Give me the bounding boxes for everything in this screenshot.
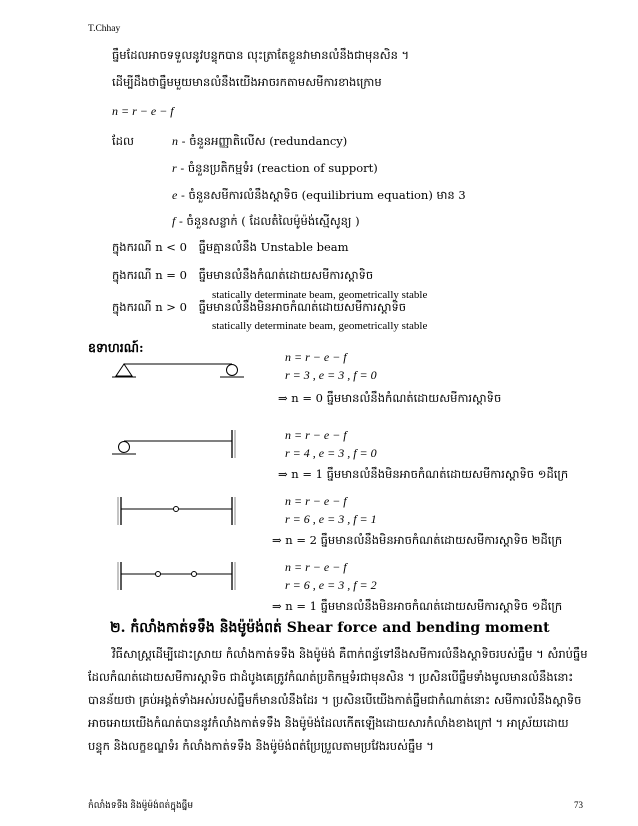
examples-heading: ឧទាហរណ៍: <box>88 340 144 355</box>
beam-diagram-3 <box>108 495 248 529</box>
case-zero-note: statically determinate beam, geometrically stable <box>212 289 428 301</box>
beam-diagram-2 <box>108 428 248 462</box>
case-condition: ក្នុងករណី n = 0 <box>112 268 187 282</box>
definition-symbol: e <box>172 188 178 202</box>
case-text: ធ្នឹមគ្មានលំនឹង Unstable beam <box>198 240 349 254</box>
formula-main: n = r − e − f <box>112 104 174 118</box>
case-positive-note: statically determinate beam, geometrically stable <box>212 320 428 332</box>
example-1-formula: n = r − e − f <box>285 350 347 364</box>
example-2-result: ⇒ n = 1 ធ្នឹមមានលំនឹងមិនអាចកំណត់ដោយសមីការស្តាទិច ១ដឺក្រេ <box>278 467 569 481</box>
case-condition: ក្នុងករណី n < 0 <box>112 240 187 254</box>
definition-f <box>172 214 360 231</box>
example-1-values: r = 3 , e = 3 , f = 0 <box>285 368 377 382</box>
definition-text: - ចំនួនប្រតិកម្មទំរ (reaction of support) <box>180 161 378 175</box>
case-text: ធ្នឹមមានលំនឹងកំណត់ដោយសមីការស្តាទិច <box>198 268 374 282</box>
definition-e <box>172 188 466 205</box>
definition-r <box>172 161 378 178</box>
definition-n <box>172 134 347 151</box>
footer-chapter-title: កំលាំងទទឹង និងម៉ូម៉ង់ពត់ក្នុងធ្នឹម <box>88 800 194 810</box>
definition-symbol: f <box>172 214 176 228</box>
definition-text: - ចំនួនសន្លាក់ ( ដែលតំលៃម៉ូម៉ង់ស្មើសូន្យ ) <box>179 214 360 228</box>
intro-line-2: ដើម្បីដឹងថាធ្នឹមមួយមានលំនឹងយើងអាចរកតាមសមីការខាងក្រោម <box>112 75 382 89</box>
example-2-values: r = 4 , e = 3 , f = 0 <box>285 446 377 460</box>
example-3-formula: n = r − e − f <box>285 494 347 508</box>
example-4-values: r = 6 , e = 3 , f = 2 <box>285 578 377 592</box>
intro-line-1: ធ្នឹមដែលអាចទទួលនូវបន្ទុកបាន លុះត្រាតែខ្លួនវាមានលំនឹងជាមុនសិន ។ <box>112 48 410 62</box>
example-3-values: r = 6 , e = 3 , f = 1 <box>285 512 377 526</box>
case-positive <box>112 300 406 314</box>
definition-text: - ចំនួនសមីការលំនឹងស្តាទិច (equilibrium equation) មាន 3 <box>180 188 466 202</box>
beam-diagram-1 <box>108 352 248 386</box>
example-4-result: ⇒ n = 1 ធ្នឹមមានលំនឹងមិនអាចកំណត់ដោយសមីការស្តាទិច ១ដឺក្រេ <box>272 599 563 613</box>
case-negative <box>112 240 349 254</box>
definition-text: - ចំនួនអញ្ញាតិលើស (redundancy) <box>181 134 348 148</box>
case-condition: ក្នុងករណី n > 0 <box>112 300 187 314</box>
case-zero <box>112 268 373 282</box>
page-header-author: T.Chhay <box>88 24 121 34</box>
section-paragraph: វិធីសាស្ត្រដើម្បីដោះស្រាយ កំលាំងកាត់ទទឹង និងម៉ូម៉ង់ គឺពាក់ពន្ធ័ទៅនឹងសមីការលំនឹងស្តាទិចរបស់ធ្នឹម ។ សំរាប់ធ្នឹមដែលកំណត់ដោយសមីការស្តាទិច ជាដំបូងគេត្រូវកំណត់ប្រតិកម្មទំរជាមុនសិន ។ ប្រសិនបើធ្នឹមទាំងមូលមានលំនឹងនោះបានន័យថា គ្រប់អង្គត់ទាំងអស់របស់ធ្នឹមក៏មានលំនឹងដែរ ។ ប្រសិនបើយើងកាត់ធ្នឹមជាកំណាត់នោះ សមីការលំនឹងស្តាទិចអាចអោយយើងកំណត់បាននូវកំលាំងកាត់ទទឹង និងម៉ូម៉ង់ដែលកើតឡើងដោយសារកំលាំងខាងក្រៅ ។ អាស្រ័យដោយបន្ទុក និងលក្ខខណ្ឌទំរ កំលាំងកាត់ទទឹង និងម៉ូម៉ង់ពត់ប្រែប្រួលតាមប្រវែងរបស់ធ្នឹម ។ <box>88 647 588 753</box>
example-2-formula: n = r − e − f <box>285 428 347 442</box>
case-text: ធ្នឹមមានលំនឹងមិនអាចកំណត់ដោយសមីការស្តាទិច <box>198 300 407 314</box>
where-label: ដែល <box>112 134 134 148</box>
definition-symbol: r <box>172 161 177 175</box>
example-3-result: ⇒ n = 2 ធ្នឹមមានលំនឹងមិនអាចកំណត់ដោយសមីការស្តាទិច ២ដឺក្រេ <box>272 533 563 547</box>
example-4-formula: n = r − e − f <box>285 560 347 574</box>
section-title: ២. កំលាំងកាត់ទទឹង និងម៉ូម៉ង់ពត់ Shear force and bending moment <box>110 620 550 636</box>
footer-page-number: 73 <box>574 800 583 810</box>
beam-diagram-4 <box>108 560 248 594</box>
example-1-result: ⇒ n = 0 ធ្នឹមមានលំនឹងកំណត់ដោយសមីការស្តាទិច <box>278 391 502 405</box>
definition-symbol: n <box>172 134 178 148</box>
